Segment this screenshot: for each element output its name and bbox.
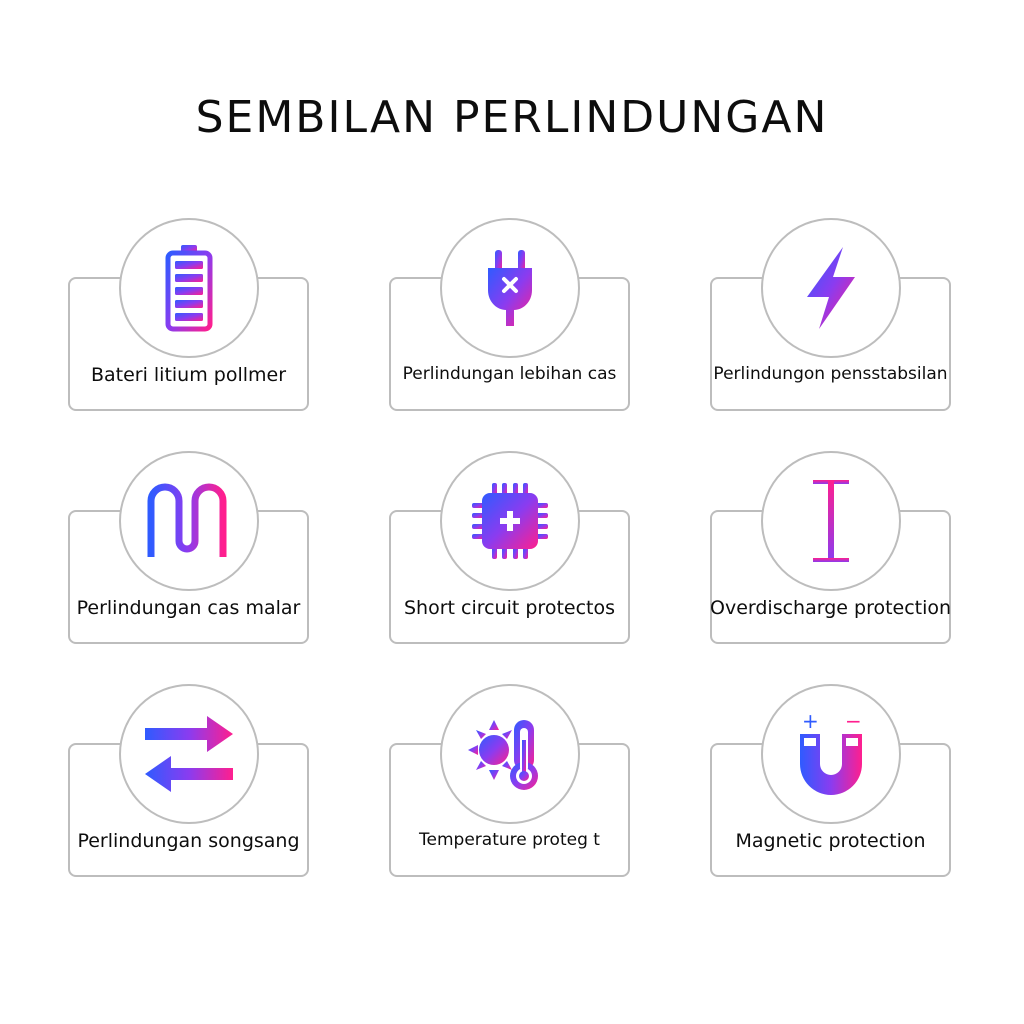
heating-coil-icon	[147, 481, 231, 561]
feature-label: Perlindungan lebihan cas	[402, 364, 617, 384]
temperature-icon	[468, 716, 552, 792]
feature-card-magnetic	[710, 684, 951, 917]
icon-circle	[440, 218, 580, 358]
icon-circle	[119, 684, 259, 824]
chip-icon	[470, 481, 550, 561]
icon-circle	[119, 451, 259, 591]
feature-label: Short circuit protectos	[403, 597, 616, 619]
icon-circle	[761, 218, 901, 358]
minus-sign: −	[845, 712, 862, 733]
protection-grid	[68, 218, 952, 917]
icon-circle	[761, 684, 901, 824]
feature-label: Magnetic protection	[735, 830, 926, 852]
magnet-icon	[796, 712, 866, 796]
feature-label: Perlindungan songsang	[77, 830, 300, 852]
plug-overcharge-icon	[485, 248, 535, 328]
feature-label: Perlindungan cas malar	[76, 597, 301, 619]
feature-card-battery	[68, 218, 309, 451]
i-beam-icon	[811, 478, 851, 564]
feature-card-stabilization	[710, 218, 951, 451]
feature-card-trickle-charge	[68, 451, 309, 684]
feature-label: Perlindungon pensstabsilan	[713, 364, 948, 384]
feature-label: Temperature proteg t	[419, 830, 600, 850]
feature-label: Overdischarge protection	[710, 597, 952, 619]
battery-icon	[164, 243, 214, 333]
icon-circle	[440, 451, 580, 591]
page-title: SEMBILAN PERLINDUNGAN	[195, 92, 829, 143]
lightning-bolt-icon	[803, 245, 859, 331]
reverse-arrows-icon	[143, 714, 235, 794]
icon-circle	[119, 218, 259, 358]
icon-circle	[761, 451, 901, 591]
icon-circle	[440, 684, 580, 824]
feature-card-short-circuit	[389, 451, 630, 684]
feature-card-overdischarge	[710, 451, 951, 684]
feature-card-temperature	[389, 684, 630, 917]
feature-card-reverse	[68, 684, 309, 917]
plus-sign: +	[802, 712, 819, 733]
feature-label: Bateri litium pollmer	[90, 364, 287, 386]
feature-card-overcharge	[389, 218, 630, 451]
